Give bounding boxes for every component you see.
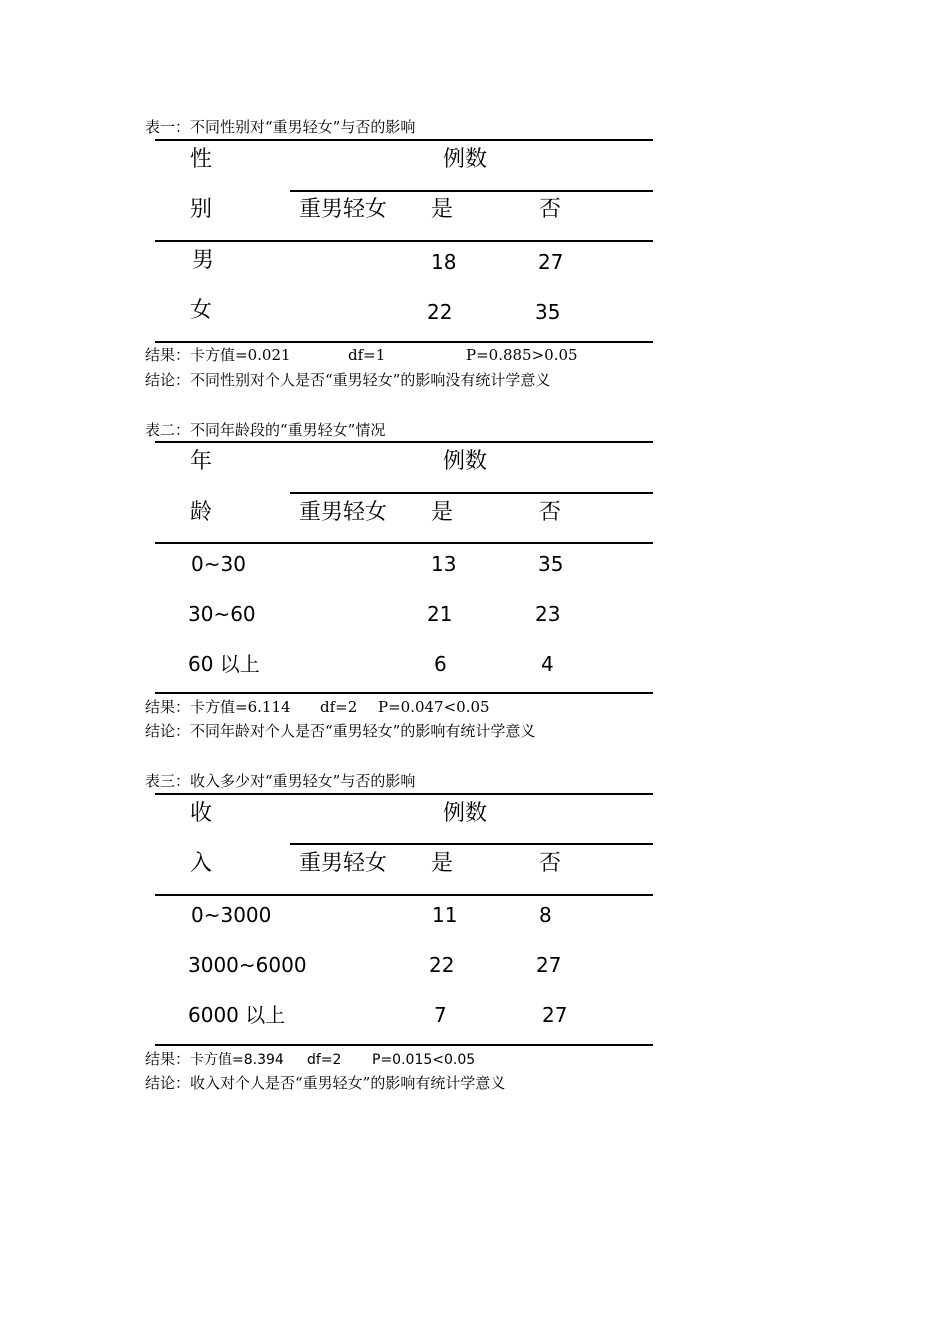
table-3-row-1-yes: 11 [432,903,458,927]
table-2-top-rule [155,441,653,443]
table-2-row-3-label: 60 以上 [188,652,260,676]
table-2-group-label-top: 年 [190,449,213,474]
table-3-top-rule [155,793,653,795]
table-2-result-label: 结果： [145,698,191,716]
table-2-row-1-label: 0~30 [191,552,246,576]
table-3-group-label-top: 收 [190,801,213,826]
table-2-caption: 表二：不同年龄段的“重男轻女”情况 [145,421,386,439]
table-2-conclusion: 结论：不同年龄对个人是否“重男轻女”的影响有统计学意义 [145,722,536,740]
table-1-caption: 表一：不同性别对“重男轻女”与否的影响 [145,118,416,136]
table-1-count-header: 例数 [443,147,488,172]
table-1-header-rule [155,240,653,242]
table-1-row-2-label: 女 [190,298,213,323]
table-2-row-1-yes: 13 [431,552,457,576]
table-1-no-header: 否 [539,197,562,222]
table-1-row-1-label: 男 [192,248,215,273]
table-3-preference-header: 重男轻女 [299,851,388,876]
table-2-row-3-yes: 6 [434,652,447,676]
table-1-bottom-rule [155,341,653,343]
table-3-row-3-yes: 7 [434,1003,447,1027]
table-1-result-p: P=0.885>0.05 [466,346,578,364]
table-2-row-2-label: 30~60 [188,602,256,626]
table-3-result-df-text: df=2 [307,1052,342,1068]
table-3-row-2-label: 3000~6000 [188,953,307,977]
table-2-preference-header: 重男轻女 [299,500,388,525]
table-1-subheader-rule [290,190,653,192]
table-2-header-rule [155,542,653,544]
table-1-yes-header: 是 [431,197,454,222]
table-3-row-1-no: 8 [539,903,552,927]
table-1-group-label-bottom: 别 [190,197,213,222]
table-1-row-2-no: 35 [535,300,561,324]
table-2-result-chi: 卡方值=6.114 [190,698,291,716]
table-3-bottom-rule [155,1044,653,1046]
table-2-row-1-no: 35 [538,552,564,576]
table-1-row-2-yes: 22 [427,300,453,324]
table-2-row-2-yes: 21 [427,602,453,626]
table-3-row-3-label: 6000 以上 [188,1003,286,1027]
table-3-yes-header: 是 [431,851,454,876]
table-3-row-3-no: 27 [542,1003,568,1027]
table-3-subheader-rule [290,843,653,845]
table-2-result [145,698,291,716]
table-1-result [145,346,291,364]
table-2-subheader-rule [290,492,653,494]
table-3-result-chi: 卡方值=8.394 [190,1052,284,1068]
table-3-row-2-yes: 22 [429,953,455,977]
table-2-row-2-no: 23 [535,602,561,626]
table-3-caption: 表三：收入多少对“重男轻女”与否的影响 [145,772,416,790]
table-3-result-p [372,1050,475,1069]
table-3-header-rule [155,894,653,896]
table-3-group-label-bottom: 入 [190,851,213,876]
table-3-count-header: 例数 [443,801,488,826]
table-1-row-1-yes: 18 [431,250,457,274]
table-3-no-header: 否 [539,851,562,876]
table-1-row-1-no: 27 [538,250,564,274]
table-1-group-label-top: 性 [190,147,213,172]
table-2-result-df: df=2 [320,698,358,716]
table-3-row-2-no: 27 [536,953,562,977]
table-3-result-p-text: P=0.015<0.05 [372,1052,476,1068]
table-2-row-3-no: 4 [541,652,554,676]
table-1-result-df: df=1 [348,346,386,364]
table-1-preference-header: 重男轻女 [299,197,388,222]
table-3-conclusion: 结论：收入对个人是否“重男轻女”的影响有统计学意义 [145,1074,506,1092]
table-3-result-label: 结果： [145,1050,191,1068]
table-3-row-1-label: 0~3000 [191,903,272,927]
table-1-conclusion: 结论：不同性别对个人是否“重男轻女”的影响没有统计学意义 [145,371,551,389]
table-2-yes-header: 是 [431,500,454,525]
table-1-result-label: 结果： [145,346,191,364]
table-1-top-rule [155,139,653,141]
table-3-result-df [307,1050,341,1069]
table-2-result-p: P=0.047<0.05 [378,698,490,716]
table-2-bottom-rule [155,692,653,694]
table-3-result [145,1050,284,1069]
table-2-group-label-bottom: 龄 [190,500,213,525]
table-1-result-chi: 卡方值=0.021 [190,346,291,364]
table-2-count-header: 例数 [443,449,488,474]
table-2-no-header: 否 [539,500,562,525]
